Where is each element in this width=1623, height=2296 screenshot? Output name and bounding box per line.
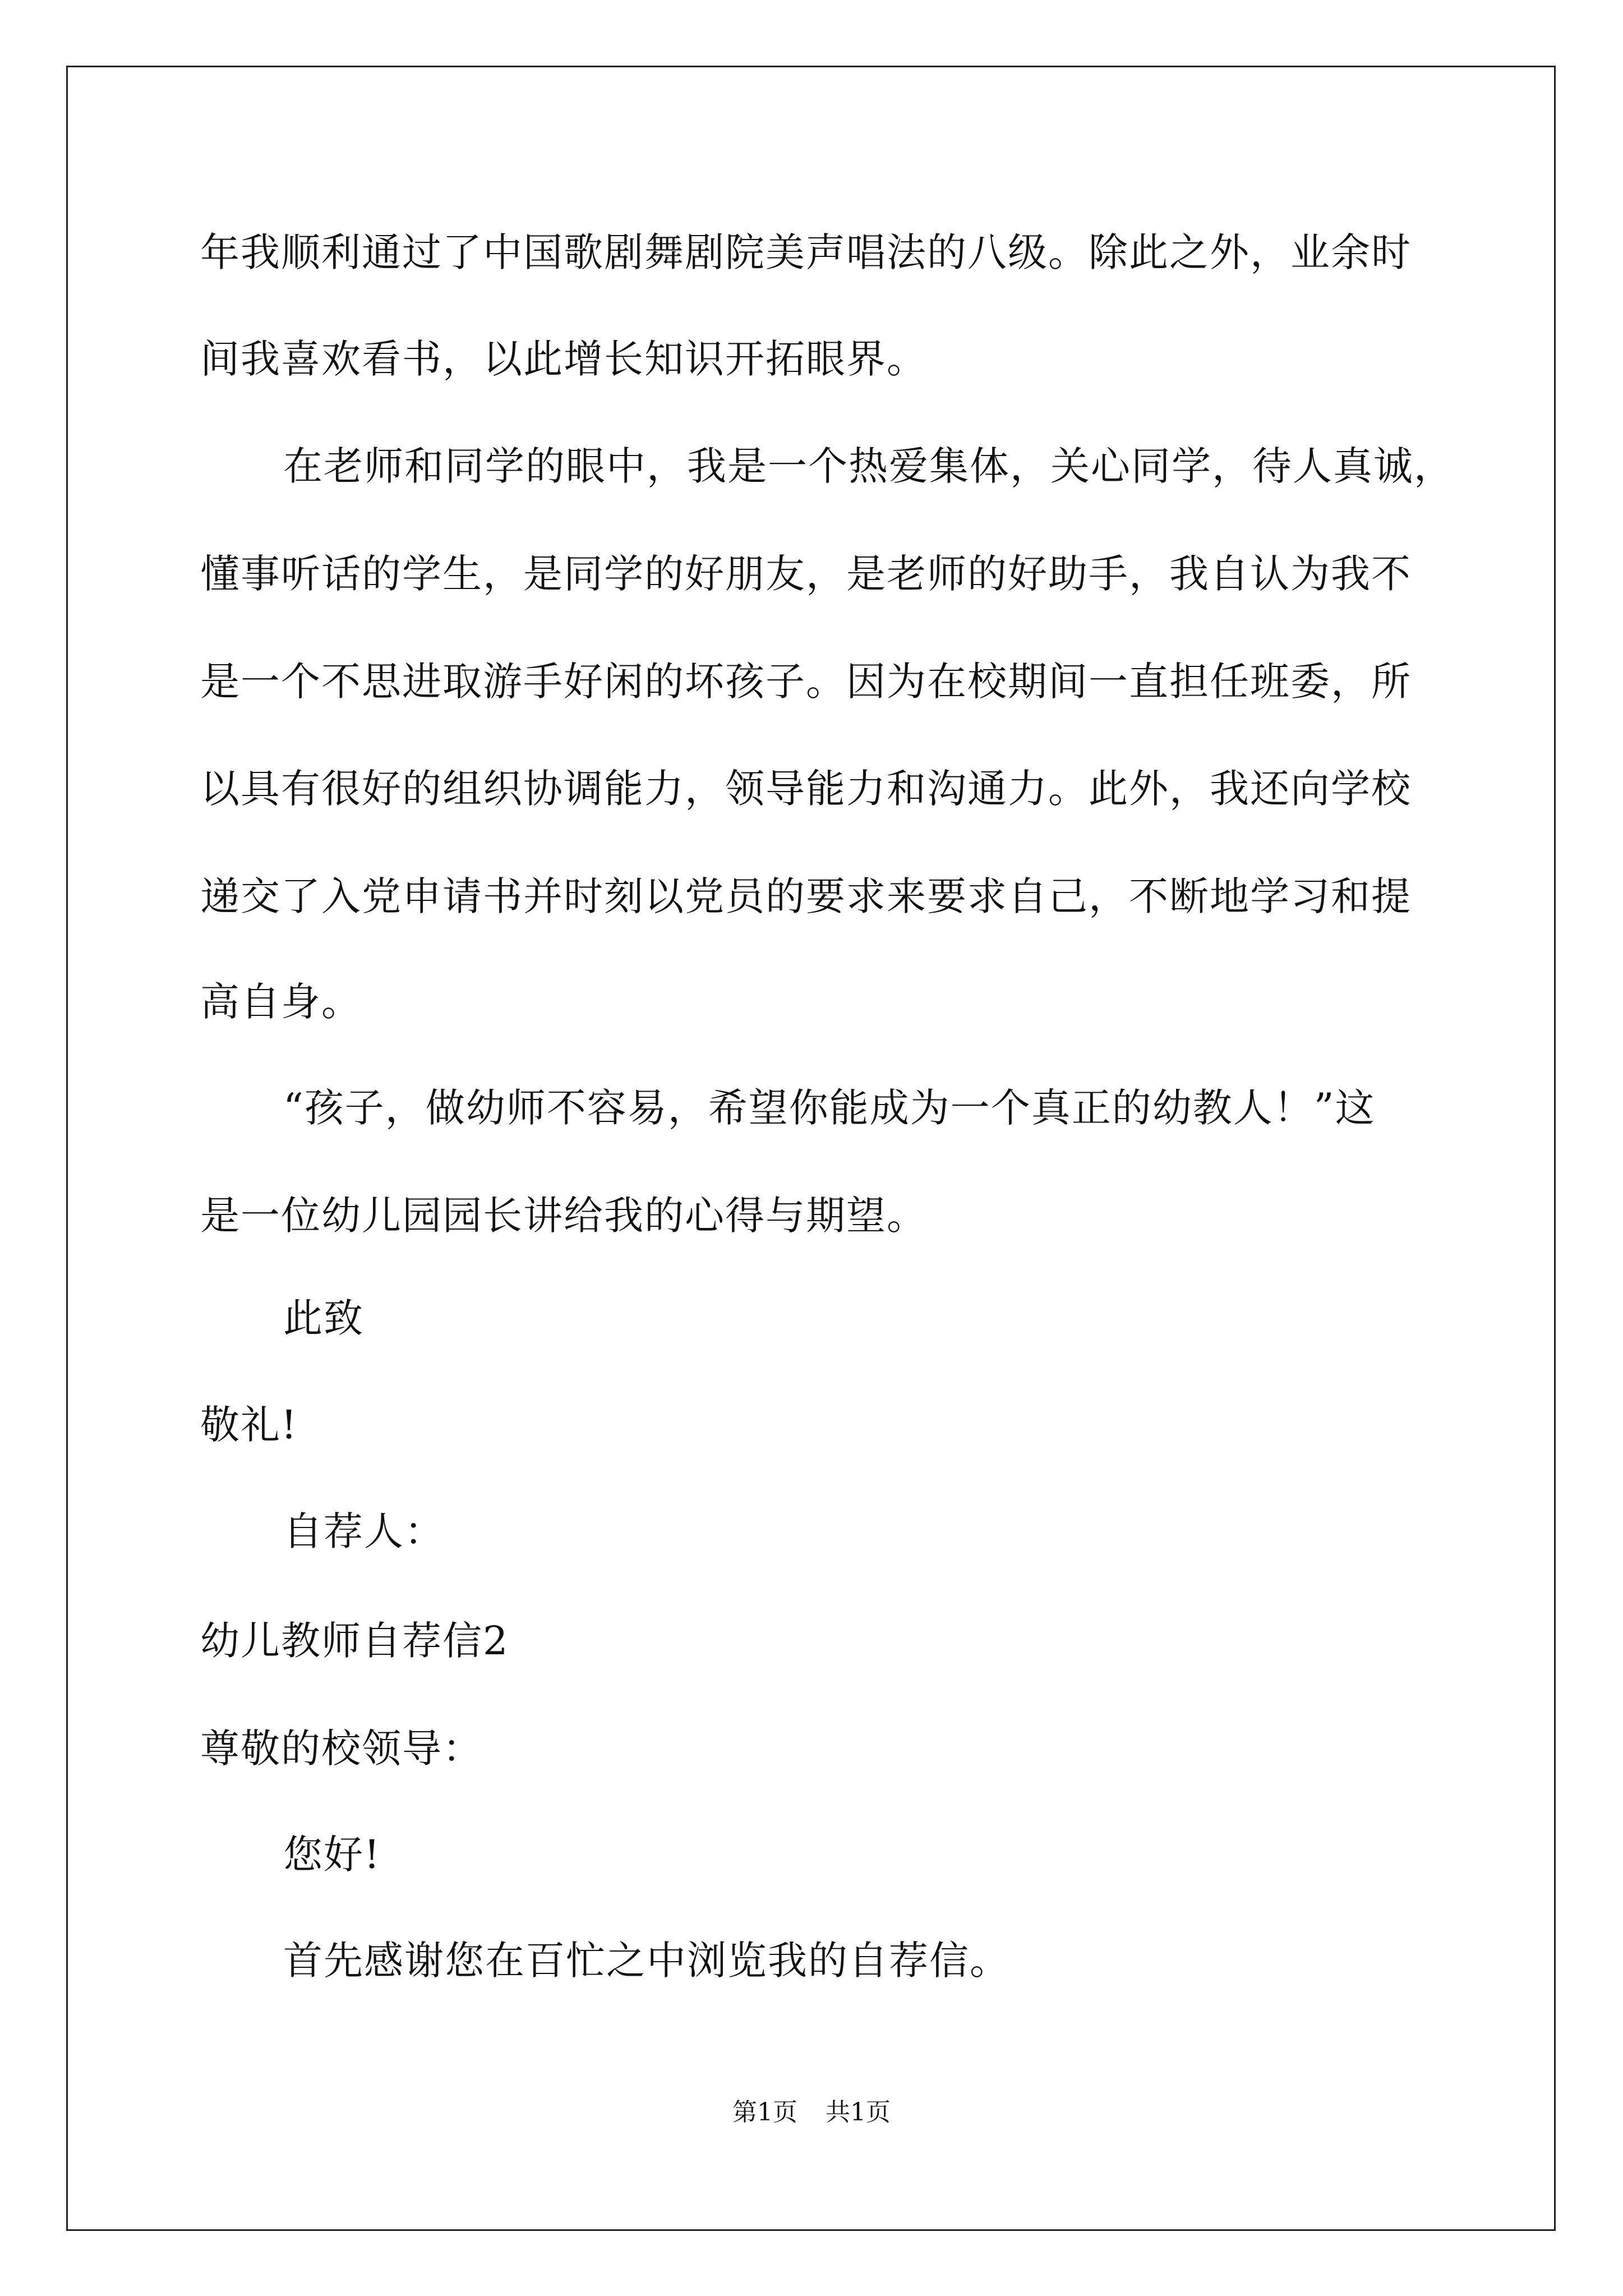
text-line: 在老师和同学的眼中，我是一个热爱集体，关心同学，待人真诚， — [283, 443, 1454, 489]
closing-respect: 敬礼! — [200, 1402, 298, 1448]
text-line: 以具有很好的组织协调能力，领导能力和沟通力。此外，我还向学校 — [200, 766, 1412, 812]
text-line: “孩子，做幼师不容易，希望你能成为一个真正的幼教人！”这 — [283, 1085, 1376, 1131]
text-line: 年我顺利通过了中国歌剧舞剧院美声唱法的八级。除此之外，业余时 — [200, 229, 1412, 275]
page-border — [66, 66, 1556, 2231]
page-footer — [0, 2096, 1623, 2129]
greeting: 您好! — [283, 1832, 381, 1878]
section-title: 幼儿教师自荐信2 — [200, 1618, 509, 1664]
text-line: 首先感谢您在百忙之中浏览我的自荐信。 — [283, 1938, 1010, 1984]
text-line: 间我喜欢看书，以此增长知识开拓眼界。 — [200, 336, 927, 382]
closing-salutation: 此致 — [283, 1295, 364, 1341]
page-total: 共1页 — [826, 2098, 891, 2127]
text-line: 高自身。 — [200, 979, 362, 1025]
text-line: 是一个不思进取游手好闲的坏孩子。因为在校期间一直担任班委，所 — [200, 659, 1412, 705]
text-line: 懂事听话的学生，是同学的好朋友，是老师的好助手，我自认为我不 — [200, 551, 1412, 597]
text-line: 是一位幼儿园园长讲给我的心得与期望。 — [200, 1193, 927, 1239]
text-line: 递交了入党申请书并时刻以党员的要求来要求自己，不断地学习和提 — [200, 873, 1412, 919]
greeting-recipient: 尊敬的校领导： — [200, 1726, 483, 1772]
signature-label: 自荐人： — [283, 1508, 445, 1554]
page-number: 第1页 — [732, 2098, 797, 2127]
